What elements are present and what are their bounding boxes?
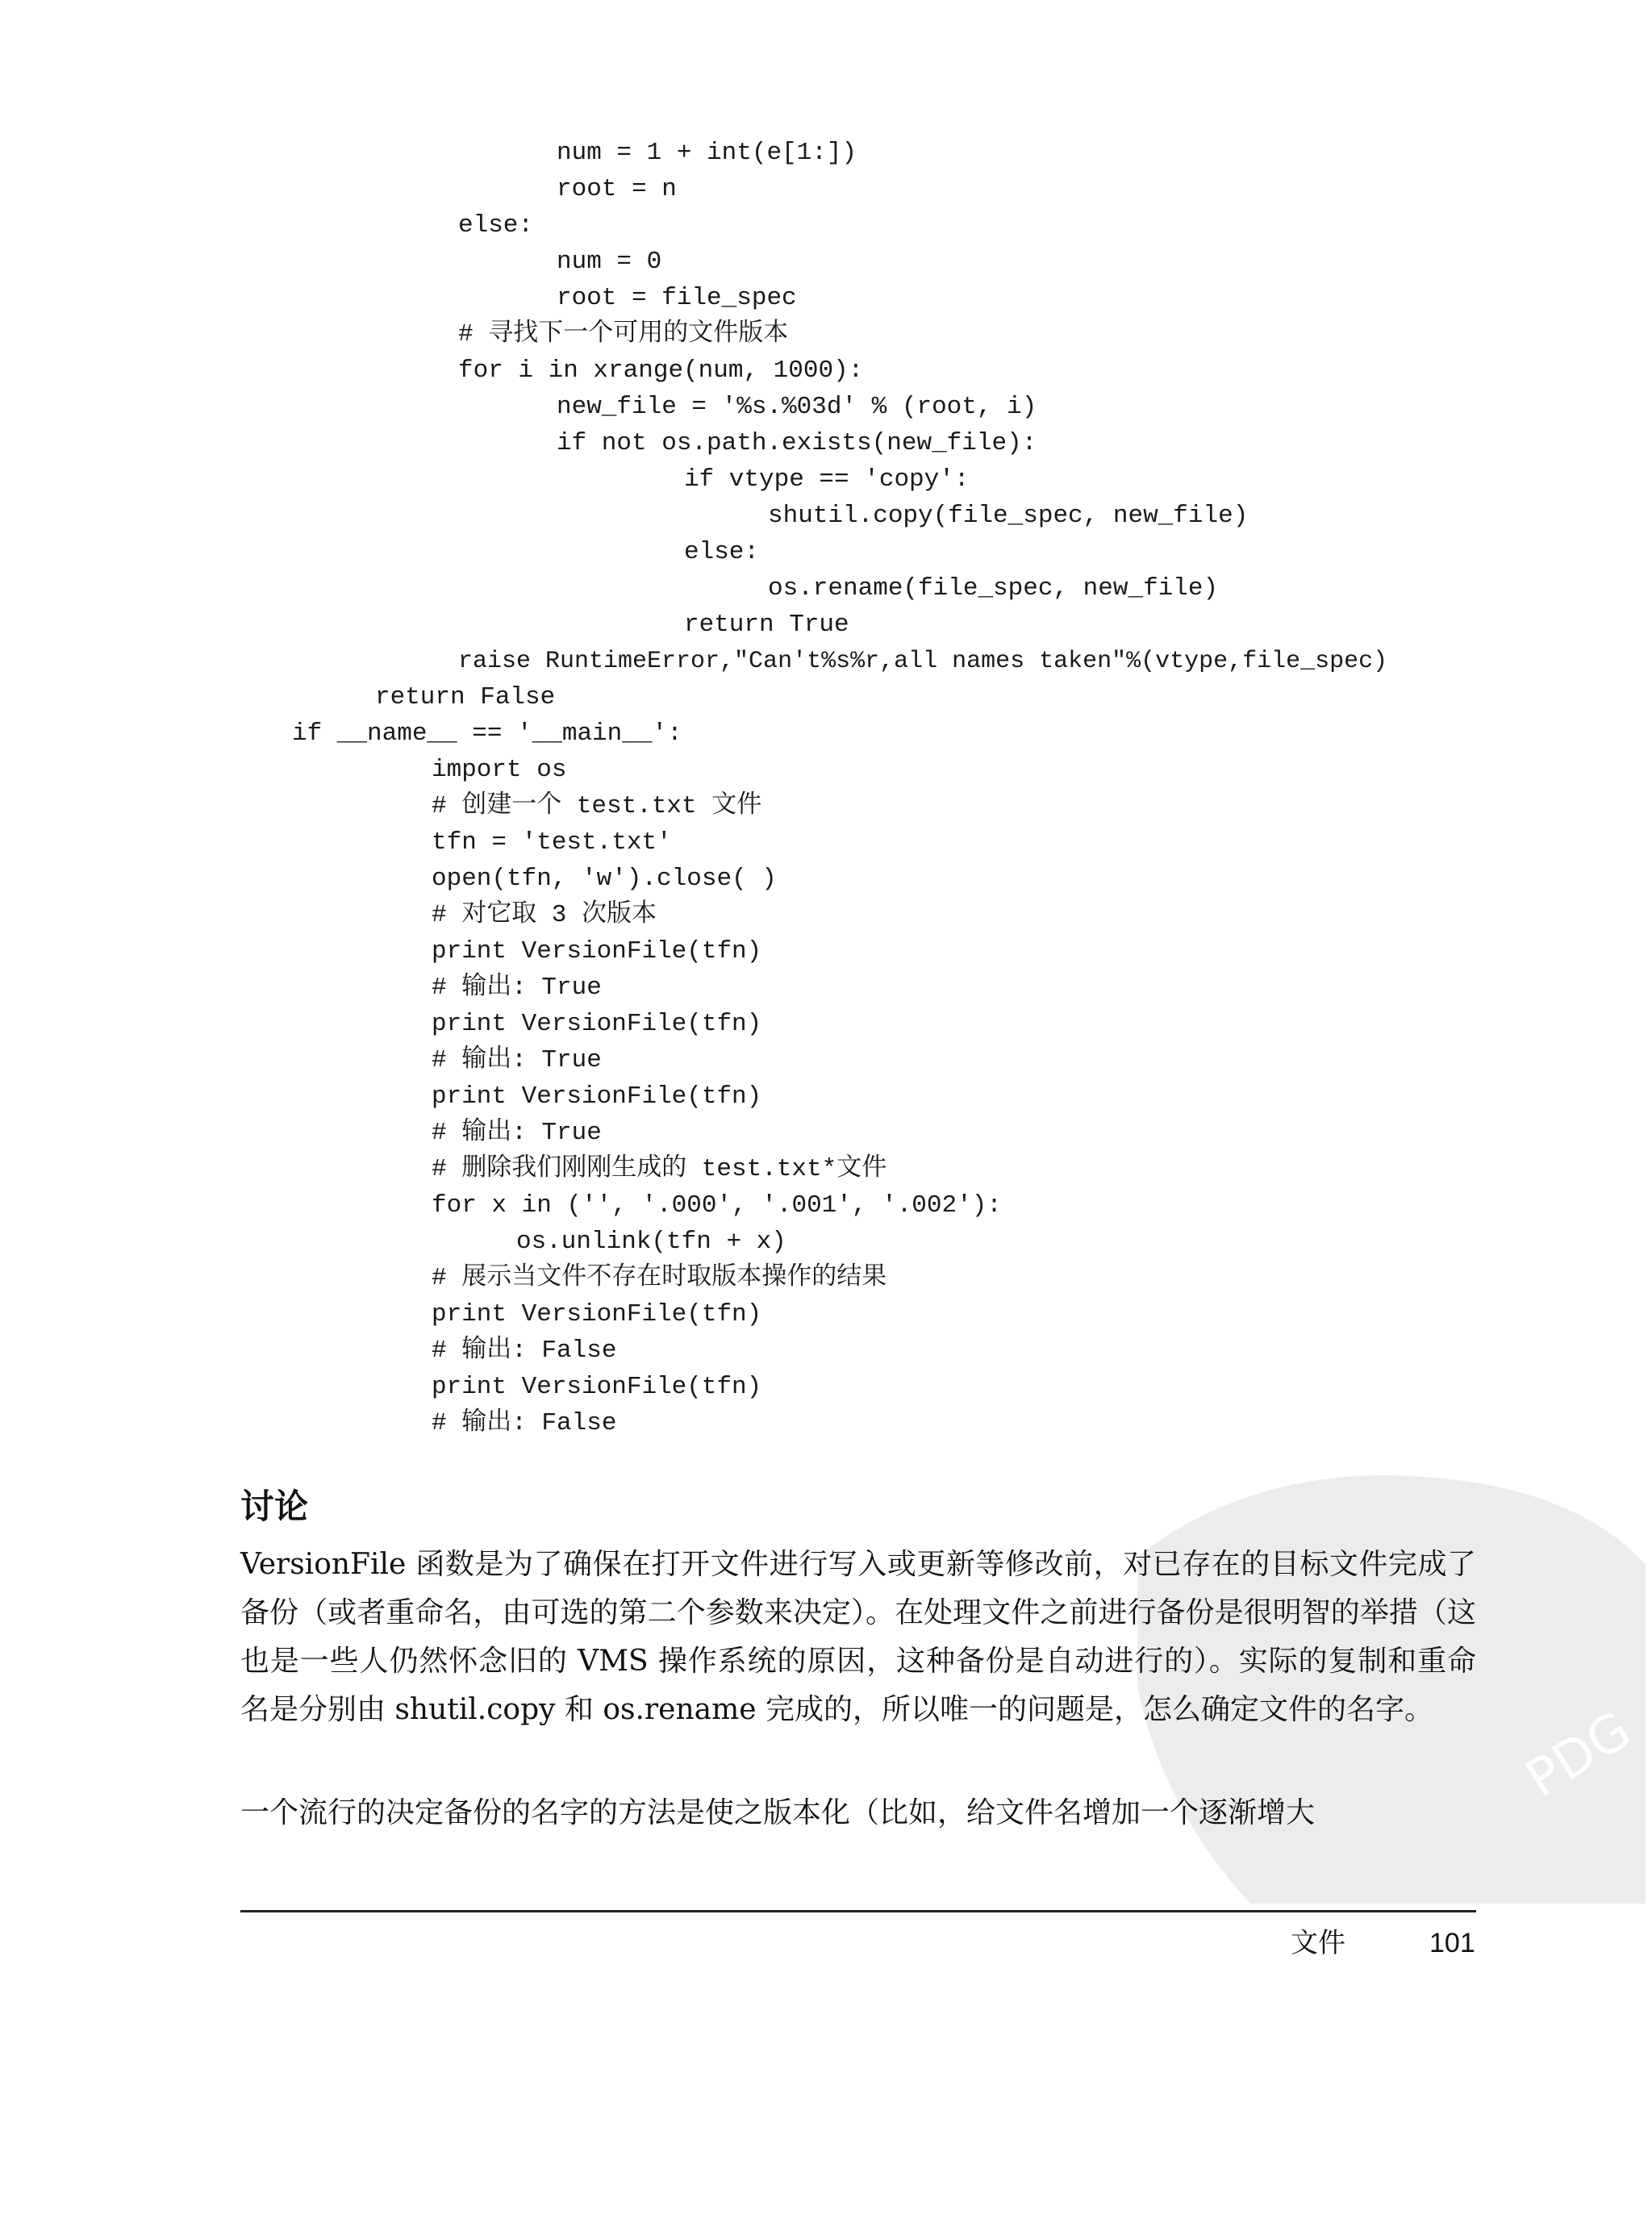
code-line: os.rename(file_spec, new_file) [768, 574, 1219, 603]
code-comment: # 输出: True [432, 1046, 602, 1074]
code-comment: # 输出: True [432, 1119, 602, 1147]
code-line: open(tfn, 'w').close( ) [432, 865, 777, 893]
code-comment: # 删除我们刚刚生成的 test.txt*文件 [432, 1155, 887, 1183]
code-line: root = file_spec [557, 284, 797, 312]
code-line: import os [432, 756, 567, 784]
code-line: if vtype == 'copy': [684, 465, 970, 494]
footer-rule [240, 1910, 1476, 1912]
code-line: tfn = 'test.txt' [432, 828, 672, 857]
code-line: else: [458, 211, 534, 240]
code-comment: # 输出: True [432, 974, 602, 1002]
code-line: return False [375, 683, 556, 711]
footer-chapter-title: 文件 [1291, 1927, 1345, 1959]
code-line: print VersionFile(tfn) [432, 1373, 762, 1401]
code-line: print VersionFile(tfn) [432, 1082, 762, 1111]
code-comment: # 对它取 3 次版本 [432, 901, 657, 929]
code-line: os.unlink(tfn + x) [516, 1228, 786, 1256]
code-comment: # 输出: False [432, 1409, 617, 1437]
code-line: shutil.copy(file_spec, new_file) [768, 502, 1249, 530]
code-line: num = 0 [557, 248, 662, 276]
code-line: for x in ('', '.000', '.001', '.002'): [432, 1191, 1002, 1220]
page-number: 101 [1429, 1928, 1475, 1958]
code-line: raise RuntimeError,"Can't%s%r,all names taken"%(vtype,file_spec) [458, 648, 1388, 675]
code-line: print VersionFile(tfn) [432, 937, 762, 966]
body-paragraph: VersionFile 函数是为了确保在打开文件进行写入或更新等修改前，对已存在的目标文件完成了备份（或者重命名，由可选的第二个参数来决定）。在处理文件之前进行备份是很明智的举措（这也是一些人仍然怀念旧的 VMS 操作系统的原因，这种备份是自动进行的）。实际的复制和重命名是分别由 shutil.copy 和 os.rename 完成的，所以唯一的问题是，怎么确定文件的名字。 [240, 1548, 1476, 1726]
code-comment: # 寻找下一个可用的文件版本 [458, 320, 789, 348]
code-line: print VersionFile(tfn) [432, 1010, 762, 1038]
code-line: num = 1 + int(e[1:]) [557, 139, 857, 167]
code-line: if __name__ == '__main__': [292, 719, 682, 748]
code-comment: # 输出: False [432, 1337, 617, 1365]
code-line: return True [684, 611, 849, 639]
section-heading: 讨论 [240, 1487, 309, 1526]
code-line: new_file = '%s.%03d' % (root, i) [557, 393, 1037, 421]
code-line: root = n [557, 175, 677, 203]
code-line: if not os.path.exists(new_file): [557, 429, 1037, 457]
code-line: for i in xrange(num, 1000): [458, 357, 864, 385]
watermark-stamp-mark: PDG [1516, 1700, 1642, 1810]
code-comment: # 创建一个 test.txt 文件 [432, 792, 762, 820]
code-line: print VersionFile(tfn) [432, 1300, 762, 1328]
code-line: else: [684, 538, 760, 566]
body-paragraph: 一个流行的决定备份的名字的方法是使之版本化（比如，给文件名增加一个逐渐增大 [240, 1796, 1316, 1829]
code-comment: # 展示当文件不存在时取版本操作的结果 [432, 1264, 887, 1292]
